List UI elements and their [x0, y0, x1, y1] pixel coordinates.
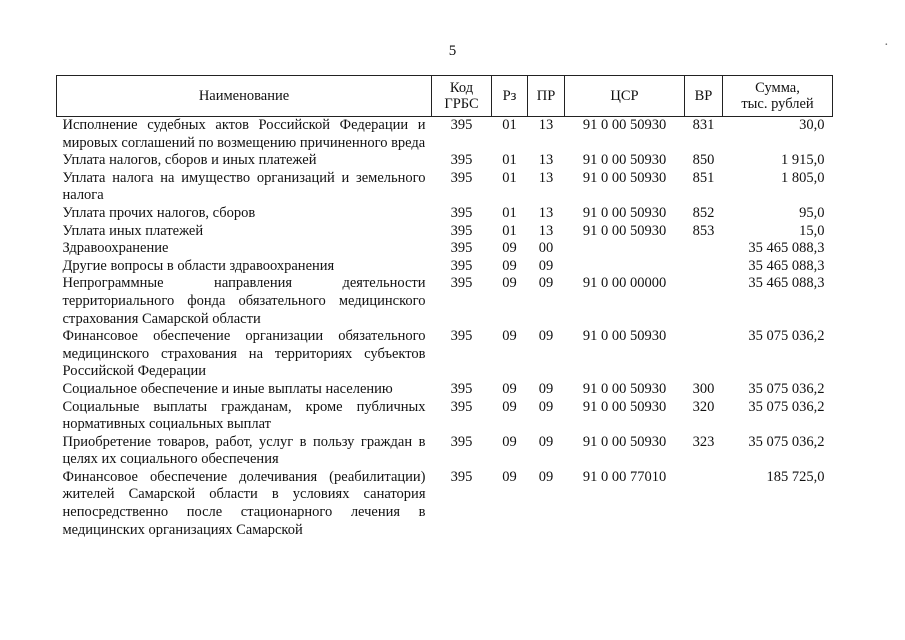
page-number: 5 — [448, 43, 457, 59]
row-sum: 35 465 088,3 — [748, 240, 825, 257]
row-rz: 09 — [502, 468, 517, 485]
row-csr: 91 0 00 50930 — [582, 204, 667, 221]
table-row — [57, 152, 833, 170]
row-pr: 09 — [538, 433, 554, 450]
row-grbs: 395 — [450, 222, 473, 239]
row-grbs: 395 — [450, 468, 473, 485]
row-pr: 13 — [538, 222, 554, 239]
table-row — [57, 258, 833, 276]
row-rz: 09 — [502, 433, 517, 450]
row-pr: 09 — [538, 380, 554, 397]
row-sum: 1 805,0 — [781, 169, 825, 186]
header-grbs — [432, 76, 492, 117]
row-vr — [685, 469, 723, 539]
row-name: Уплата иных платежей — [62, 222, 204, 239]
row-vr — [685, 328, 723, 381]
row-grbs: 395 — [450, 328, 473, 345]
table-row — [57, 469, 833, 539]
row-csr — [565, 258, 685, 276]
row-pr: 09 — [538, 398, 554, 415]
row-grbs: 395 — [450, 275, 473, 292]
row-name: Социальное обеспечение и иные выплаты населению — [62, 380, 393, 397]
row-name: Другие вопросы в области здравоохранения — [62, 257, 335, 274]
row-vr: 300 — [692, 380, 715, 397]
row-name: Исполнение судебных актов Российской Федерации и мировых соглашений по возмещению причиненного вреда — [62, 117, 426, 151]
row-csr: 91 0 00 77010 — [582, 468, 667, 485]
table-row — [57, 399, 833, 434]
table-row — [57, 381, 833, 399]
row-pr: 09 — [538, 257, 554, 274]
row-csr: 91 0 00 00000 — [582, 275, 667, 292]
row-rz: 01 — [502, 204, 517, 221]
row-sum: 35 465 088,3 — [748, 257, 825, 274]
row-grbs: 395 — [450, 433, 473, 450]
row-sum: 15,0 — [799, 222, 825, 239]
row-rz: 09 — [502, 240, 517, 257]
row-rz: 01 — [502, 222, 517, 239]
table-header-row — [57, 76, 833, 117]
row-csr: 91 0 00 50930 — [582, 398, 667, 415]
header-grbs-line2: ГРБС — [444, 96, 479, 112]
row-csr: 91 0 00 50930 — [582, 152, 667, 169]
row-rz: 09 — [502, 328, 517, 345]
row-csr: 91 0 00 50930 — [582, 380, 667, 397]
table-row — [57, 223, 833, 241]
row-csr: 91 0 00 50930 — [582, 328, 667, 345]
row-rz: 09 — [502, 275, 517, 292]
row-csr: 91 0 00 50930 — [582, 169, 667, 186]
table-row — [57, 240, 833, 258]
row-vr: 850 — [692, 152, 715, 169]
row-grbs: 395 — [450, 240, 473, 257]
table-row — [57, 205, 833, 223]
header-sum-line2: тыс. рублей — [741, 96, 814, 112]
row-pr: 13 — [538, 152, 554, 169]
row-sum: 1 915,0 — [781, 152, 825, 169]
row-sum: 35 465 088,3 — [748, 275, 825, 292]
row-sum: 30,0 — [799, 117, 825, 133]
row-pr: 13 — [538, 117, 554, 133]
row-pr: 09 — [538, 468, 554, 485]
row-sum: 35 075 036,2 — [748, 433, 825, 450]
header-name: Наименование — [57, 76, 432, 117]
row-rz: 09 — [502, 380, 517, 397]
row-vr: 851 — [692, 169, 715, 186]
table-row — [57, 275, 833, 328]
header-grbs-line1: Код — [449, 80, 474, 96]
row-pr: 13 — [538, 204, 554, 221]
row-name: Финансовое обеспечение долечивания (реабилитации) жителей Самарской области в условиях санатория непосредственно после стационарного лечения в медицинских организациях Самарской — [62, 468, 426, 538]
header-sum — [723, 76, 833, 117]
header-vr: ВР — [685, 76, 723, 117]
row-rz: 09 — [502, 398, 517, 415]
row-grbs: 395 — [450, 380, 473, 397]
row-name: Уплата налогов, сборов и иных платежей — [62, 152, 317, 169]
row-pr: 09 — [538, 275, 554, 292]
row-pr: 00 — [538, 240, 554, 257]
row-sum: 185 725,0 — [766, 468, 825, 485]
row-csr: 91 0 00 50930 — [582, 433, 667, 450]
row-vr — [685, 240, 723, 258]
row-rz: 01 — [502, 117, 517, 133]
header-rz: Рз — [492, 76, 528, 117]
header-sum-line1: Сумма, — [755, 80, 800, 96]
row-sum: 35 075 036,2 — [748, 328, 825, 345]
row-vr — [685, 275, 723, 328]
table-row — [57, 434, 833, 469]
table-row — [57, 170, 833, 205]
header-pr: ПР — [528, 76, 565, 117]
row-sum: 35 075 036,2 — [748, 398, 825, 415]
row-vr: 320 — [692, 398, 715, 415]
table-row — [57, 117, 833, 153]
corner-mark: · — [884, 38, 889, 53]
row-pr: 09 — [538, 328, 554, 345]
row-rz: 01 — [502, 152, 517, 169]
row-csr — [565, 240, 685, 258]
header-csr: ЦСР — [565, 76, 685, 117]
row-vr: 323 — [692, 433, 715, 450]
row-grbs: 395 — [450, 169, 473, 186]
row-name: Социальные выплаты гражданам, кроме публичных нормативных социальных выплат — [62, 398, 426, 433]
row-name: Здравоохранение — [62, 240, 169, 257]
row-sum: 35 075 036,2 — [748, 380, 825, 397]
row-grbs: 395 — [450, 204, 473, 221]
row-sum: 95,0 — [799, 204, 825, 221]
row-pr: 13 — [538, 169, 554, 186]
row-csr: 91 0 00 50930 — [582, 222, 667, 239]
row-rz: 01 — [502, 169, 517, 186]
row-vr: 852 — [692, 204, 715, 221]
row-rz: 09 — [502, 257, 517, 274]
row-grbs: 395 — [450, 398, 473, 415]
row-vr — [685, 258, 723, 276]
row-grbs: 395 — [450, 257, 473, 274]
row-grbs: 395 — [450, 152, 473, 169]
row-name: Приобретение товаров, работ, услуг в пользу граждан в целях их социального обеспечения — [62, 433, 426, 468]
budget-table — [56, 75, 833, 539]
row-name: Финансовое обеспечение организации обязательного медицинского страхования на территориях субъектов Российской Федерации — [62, 328, 426, 380]
row-vr: 853 — [692, 222, 715, 239]
row-name: Непрограммные направления деятельности территориального фонда обязательного медицинского страхования Самарской области — [62, 275, 426, 327]
row-name: Уплата налога на имущество организаций и земельного налога — [62, 169, 426, 204]
row-name: Уплата прочих налогов, сборов — [62, 204, 256, 221]
row-grbs: 395 — [450, 117, 473, 133]
row-vr: 831 — [692, 117, 715, 133]
row-csr: 91 0 00 50930 — [582, 117, 667, 133]
table-row — [57, 328, 833, 381]
